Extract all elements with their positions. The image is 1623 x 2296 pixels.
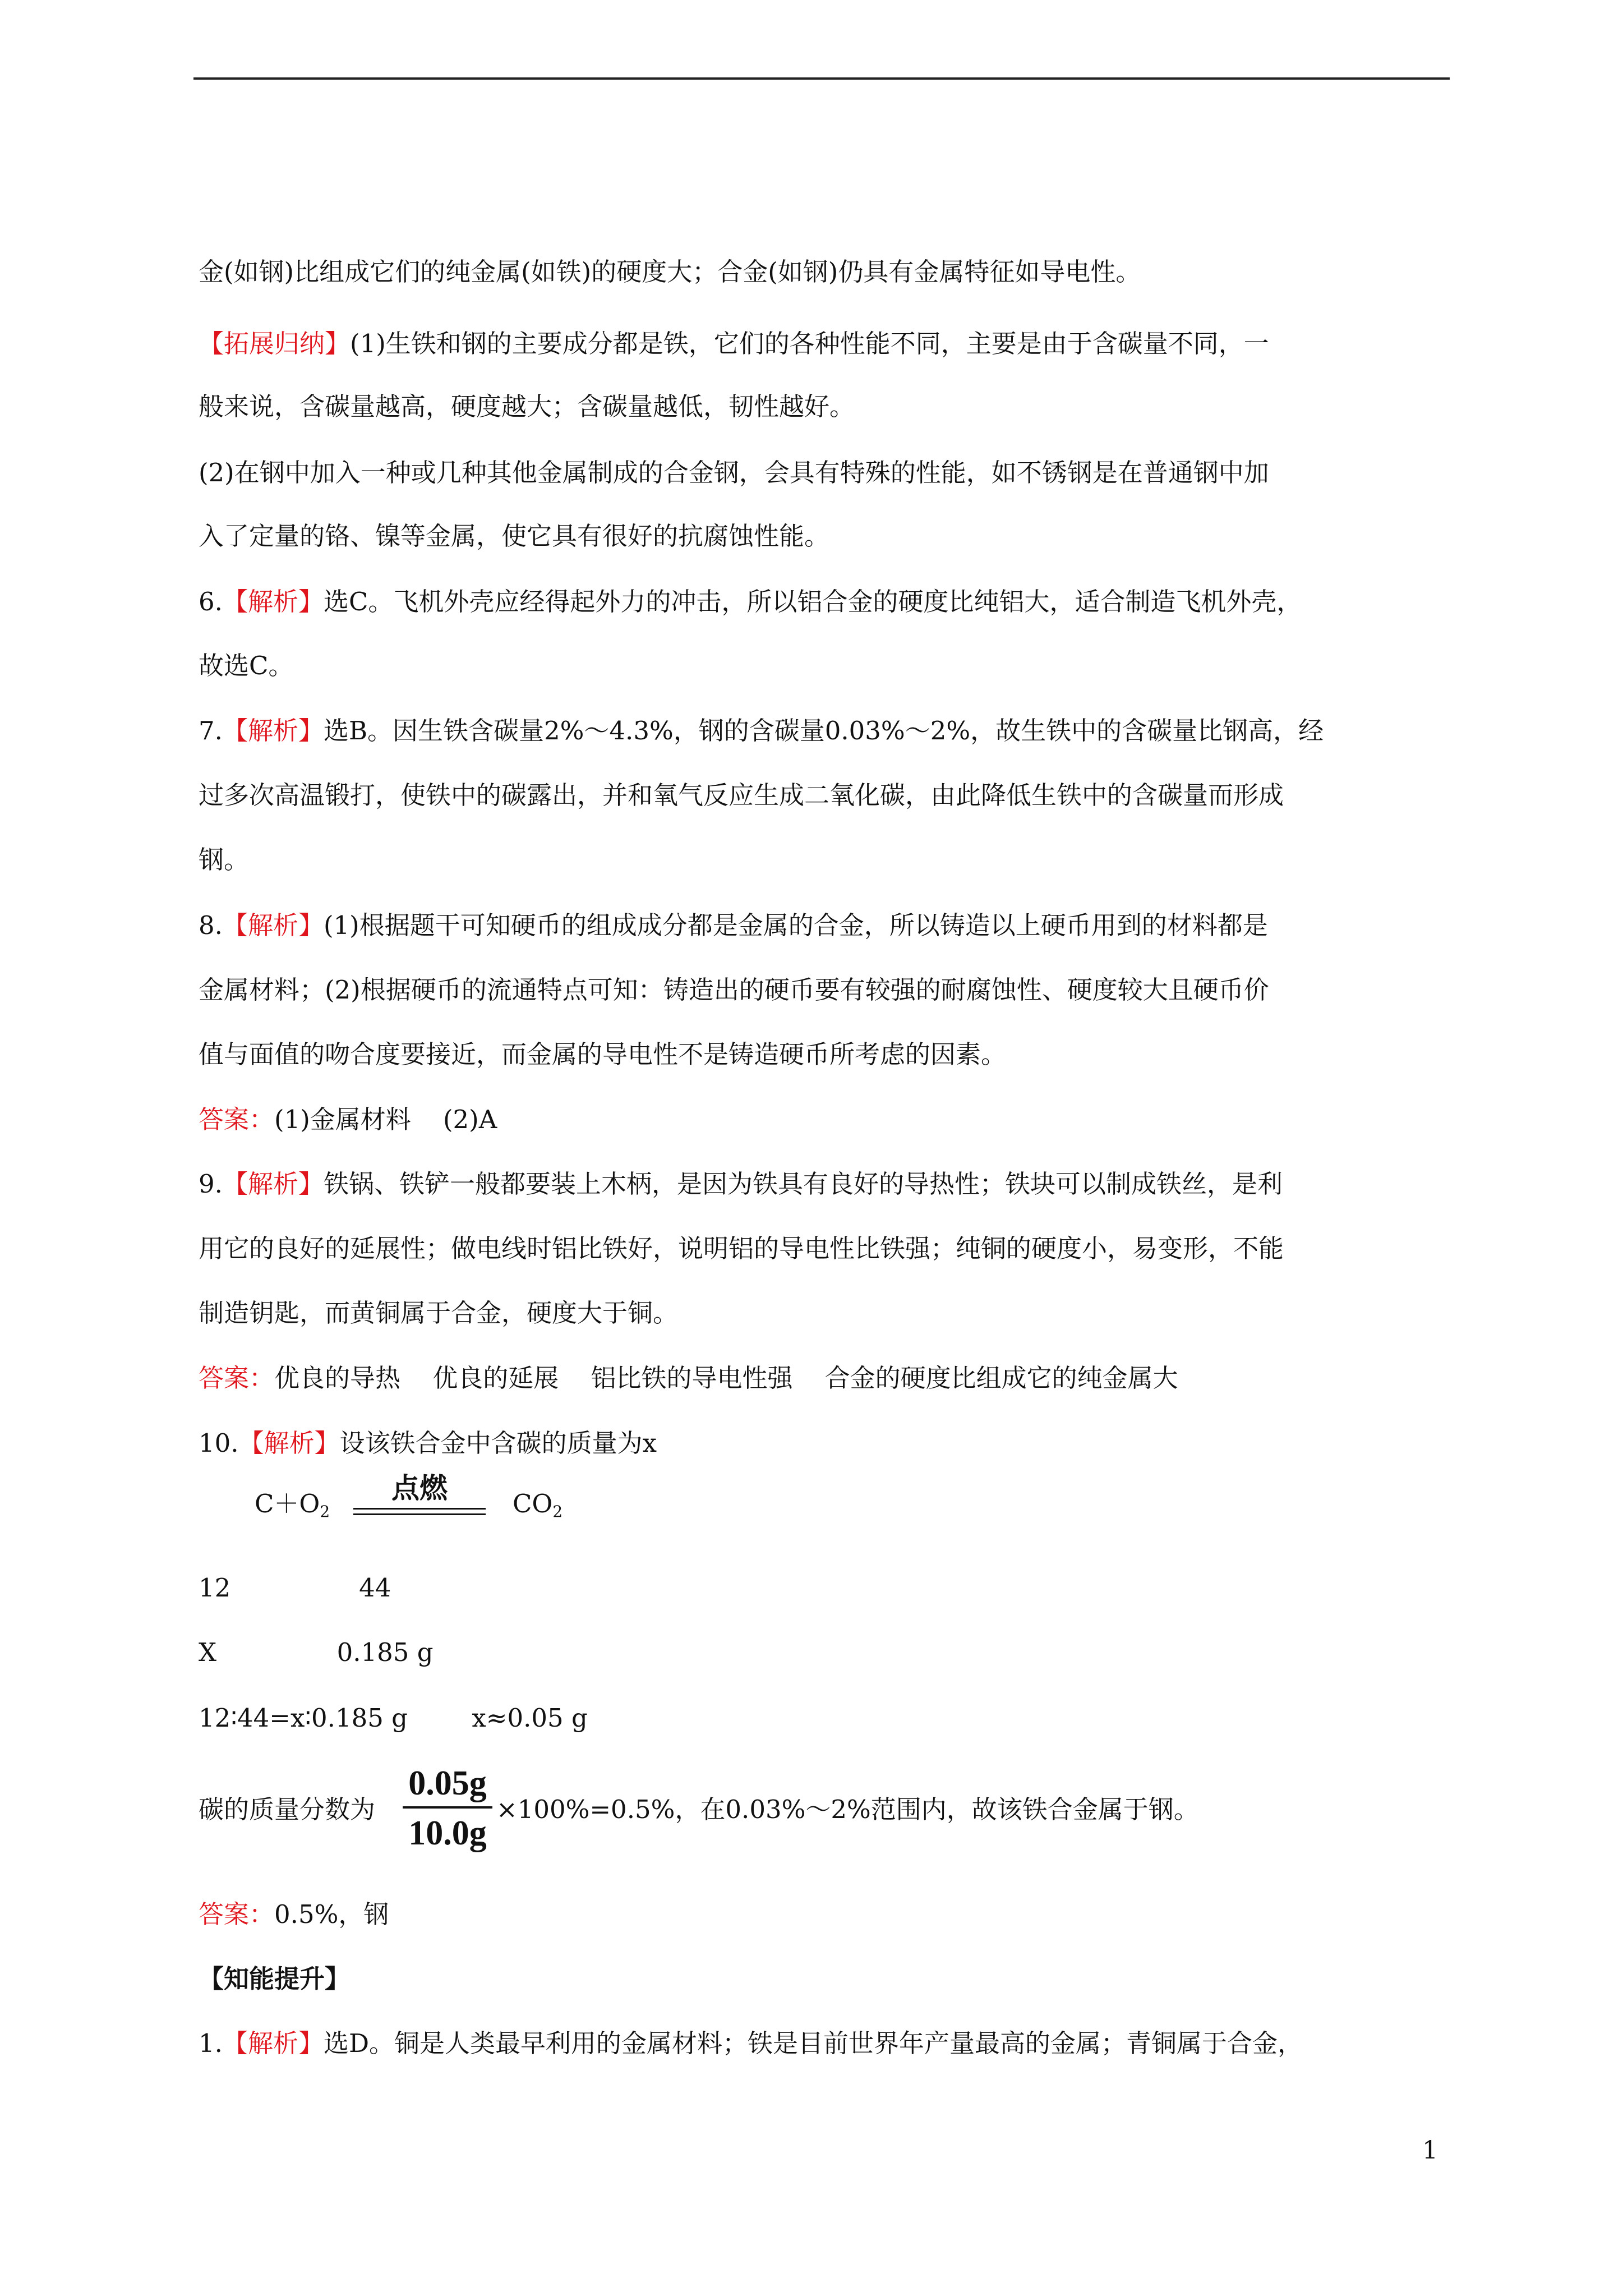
text-run: 7. [199, 716, 223, 746]
text-run: 8. [199, 910, 223, 940]
text-line [199, 716, 1324, 746]
text-run: (1)金属材料 (2)A [274, 1105, 497, 1134]
text-run: 12∶44=x∶0.185 g x≈0.05 g [199, 1703, 588, 1733]
mass-fraction [403, 1761, 492, 1857]
text-run: 选C。飞机外壳应经得起外力的冲击，所以铝合金的硬度比纯铝大，适合制造飞机外壳， [323, 587, 1302, 616]
text-run: 钢。 [199, 845, 250, 875]
text-run: 制造钥匙，而黄铜属于合金，硬度大于铜。 [199, 1298, 679, 1328]
text-line [199, 523, 829, 549]
text-run: 6. [199, 587, 223, 616]
text-line [199, 653, 293, 678]
text-line [199, 845, 250, 875]
text-run: 1. [199, 2028, 223, 2058]
highlight-label: 【解析】 [238, 1428, 340, 1458]
highlight-label: 【解析】 [222, 2028, 324, 2058]
text-run: 0.5%，钢 [274, 1899, 389, 1929]
text-line [199, 460, 1269, 485]
text-run: 值与面值的吻合度要接近，而金属的导电性不是铸造硬币所考虑的因素。 [199, 1039, 1007, 1069]
highlight-label: 【解析】 [222, 910, 324, 940]
text-line [199, 331, 1269, 356]
text-run: 碳的质量分数为 [199, 1795, 376, 1824]
text-run: 般来说，含碳量越高，硬度越大；含碳量越低，韧性越好。 [199, 392, 855, 421]
text-line [199, 1573, 391, 1603]
text-run: 故选C。 [199, 651, 294, 680]
text-line [199, 1107, 497, 1132]
header-rule [193, 77, 1450, 80]
highlight-label: 答案： [199, 1363, 275, 1393]
fraction-bar [403, 1806, 492, 1809]
text-run: 优良的导热 优良的延展 铝比铁的导电性强 合金的硬度比组成它的纯金属大 [274, 1363, 1178, 1393]
text-run: 设该铁合金中含碳的质量为x [339, 1428, 657, 1458]
text-line [199, 1899, 389, 1929]
page-number: 1 [1422, 2136, 1438, 2165]
text-line [199, 1430, 657, 1456]
text-line [199, 257, 1141, 287]
text-run: (1)生铁和钢的主要成分都是铁，它们的各种性能不同，主要是由于含碳量不同，一 [350, 329, 1269, 358]
text-run: 10. [199, 1428, 239, 1458]
text-run: 金属材料；(2)根据硬币的流通特点可知：铸造出的硬币要有较强的耐腐蚀性、硬度较大且硬币价 [199, 975, 1269, 1005]
text-run: (2)在钢中加入一种或几种其他金属制成的合金钢，会具有特殊的性能，如不锈钢是在普通钢中加 [199, 458, 1269, 487]
text-line [199, 589, 1302, 614]
text-run: 【知能提升】 [199, 1964, 351, 1994]
text-run: (1)根据题干可知硬币的组成成分都是金属的合金，所以铸造以上硬币用到的材料都是 [323, 910, 1268, 940]
text-line [199, 1797, 375, 1822]
text-line [199, 394, 855, 419]
reaction-condition [353, 1471, 486, 1511]
text-run: 过多次高温锻打，使铁中的碳露出，并和氧气反应生成二氧化碳，由此降低生铁中的含碳量而形成 [199, 780, 1284, 810]
text-run: 9. [199, 1169, 223, 1199]
fraction-denominator: 10.0g [408, 1814, 487, 1852]
text-run: 用它的良好的延展性；做电线时铝比铁好，说明铝的导电性比铁强；纯铜的硬度小，易变形，不能 [199, 1234, 1284, 1263]
text-line [199, 1705, 588, 1731]
text-run: 选B。因生铁含碳量2%～4.3%，钢的含碳量0.03%～2%，故生铁中的含碳量比钢高，经 [323, 716, 1324, 746]
equals-line-bottom [353, 1513, 486, 1515]
text-line [496, 1797, 1199, 1822]
text-run: 入了定量的铬、镍等金属，使它具有很好的抗腐蚀性能。 [199, 521, 830, 551]
highlight-label: 【解析】 [222, 1169, 324, 1199]
equation-reactants: $C+O_2$ [255, 1489, 330, 1521]
text-line [199, 975, 1269, 1005]
text-run: 铁锅、铁铲一般都要装上木柄，是因为铁具有良好的导热性；铁块可以制成铁丝，是利 [323, 1169, 1283, 1199]
highlight-label: 【解析】 [222, 587, 324, 616]
equals-line-top [353, 1508, 486, 1510]
text-line [199, 780, 1284, 810]
highlight-label: 【拓展归纳】 [199, 329, 351, 358]
text-run: 金(如钢)比组成它们的纯金属(如铁)的硬度大；合金(如钢)仍具有金属特征如导电性。 [199, 257, 1141, 287]
text-run: 选D。铜是人类最早利用的金属材料；铁是目前世界年产量最高的金属；青铜属于合金， [323, 2028, 1303, 2058]
text-line [199, 1637, 434, 1667]
text-line [199, 2028, 1303, 2058]
equation-product: $CO_2$ [513, 1489, 563, 1521]
highlight-label: 【解析】 [222, 716, 324, 746]
text-run: ×100%=0.5%，在0.03%～2%范围内，故该铁合金属于钢。 [496, 1795, 1199, 1824]
condition-label: 点燃 [391, 1471, 448, 1504]
highlight-label: 答案： [199, 1105, 275, 1134]
fraction-numerator: 0.05g [408, 1764, 487, 1802]
text-line [199, 1365, 1178, 1391]
text-line [199, 1039, 1007, 1069]
text-line [199, 1171, 1283, 1197]
text-line [199, 1300, 678, 1326]
text-line [199, 910, 1268, 940]
text-run: 12 44 [199, 1573, 391, 1603]
text-line [199, 1964, 351, 1994]
text-run: X 0.185 g [199, 1637, 434, 1667]
highlight-label: 答案： [199, 1899, 275, 1929]
text-line [199, 1236, 1284, 1261]
